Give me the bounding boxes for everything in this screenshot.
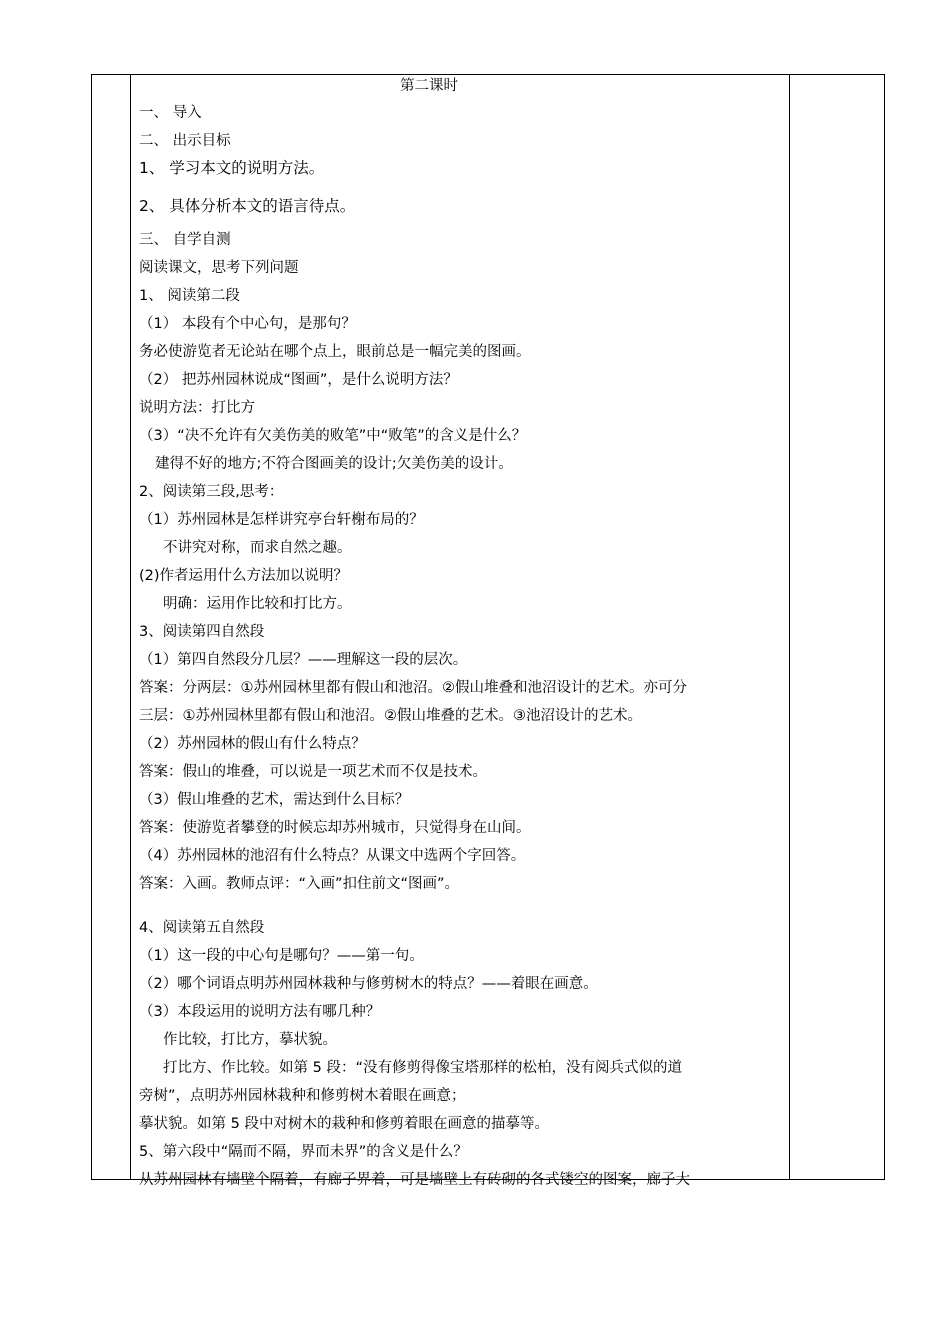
text-line: （2）苏州园林的假山有什么特点？ [139,736,366,752]
text-line: 建得不好的地方;不符合图画美的设计;欠美伤美的设计。 [155,456,513,472]
text-line: 三、 自学自测 [139,232,231,248]
text-line: 2、 具体分析本文的语言待点。 [139,197,356,215]
table-column-divider [130,75,131,1179]
text-line: 二、 出示目标 [139,133,231,149]
text-line: 作比较，打比方，摹状貌。 [163,1032,337,1048]
text-line: （2）哪个词语点明苏州园林栽种与修剪树木的特点？——着眼在画意。 [139,976,598,992]
text-line: 明确：运用作比较和打比方。 [163,596,352,612]
text-line: 答案：分两层：①苏州园林里都有假山和池沼。②假山堆叠和池沼设计的艺术。亦可分 [139,680,687,696]
text-line: 旁树”，点明苏州园林栽种和修剪树木着眼在画意； [139,1088,466,1104]
text-line: （4）苏州园林的池沼有什么特点？从课文中选两个字回答。 [139,848,526,864]
text-line: 阅读课文，思考下列问题 [139,260,299,276]
text-line: 4、阅读第五自然段 [139,920,265,936]
text-line: 摹状貌。如第 5 段中对树木的栽种和修剪着眼在画意的描摹等。 [139,1116,549,1132]
text-line: 打比方、作比较。如第 5 段：“没有修剪得像宝塔那样的松柏，没有阅兵式似的道 [163,1060,682,1076]
text-line: 5、第六段中“隔而不隔，界而未界”的含义是什么？ [139,1144,468,1160]
text-line: 1、 阅读第二段 [139,288,240,304]
text-line: （2） 把苏州园林说成“图画”，是什么说明方法？ [139,372,458,388]
text-line: （1）第四自然段分几层？——理解这一段的层次。 [139,652,468,668]
text-line: （1） 本段有个中心句，是那句？ [139,316,356,332]
text-line: 说明方法：打比方 [139,400,255,416]
text-line: （3）“决不允许有欠美伤美的败笔”中“败笔”的含义是什么？ [139,428,527,444]
text-line: 答案：假山的堆叠，可以说是一项艺术而不仅是技术。 [139,764,487,780]
text-line: (2)作者运用什么方法加以说明？ [139,568,349,584]
table-column-divider [789,75,790,1179]
text-line: 1、 学习本文的说明方法。 [139,159,325,177]
text-line: 不讲究对称，而求自然之趣。 [163,540,352,556]
text-line: 2、阅读第三段,思考： [139,484,284,500]
text-line: 答案：使游览者攀登的时候忘却苏州城市，只觉得身在山间。 [139,820,531,836]
text-line: （1）这一段的中心句是哪句？——第一句。 [139,948,424,964]
text-line: （3）假山堆叠的艺术，需达到什么目标？ [139,792,410,808]
text-line: 一、 导入 [139,105,202,121]
text-line: 三层：①苏州园林里都有假山和池沼。②假山堆叠的艺术。③池沼设计的艺术。 [139,708,642,724]
text-line: 从苏州园林有墙壁个隔着，有廊子界着，可是墙壁上有砖砌的各式镂空的图案，廊子大 [139,1172,690,1188]
text-line: 3、阅读第四自然段 [139,624,265,640]
text-line: （1）苏州园林是怎样讲究亭台轩榭布局的？ [139,512,424,528]
text-line: 答案：入画。教师点评：“入画”扣住前文“图画”。 [139,876,460,892]
lesson-title: 第二课时 [400,78,458,94]
text-line: 务必使游览者无论站在哪个点上，眼前总是一幅完美的图画。 [139,344,531,360]
lesson-table [91,74,885,1188]
text-line: （3）本段运用的说明方法有哪几种？ [139,1004,381,1020]
